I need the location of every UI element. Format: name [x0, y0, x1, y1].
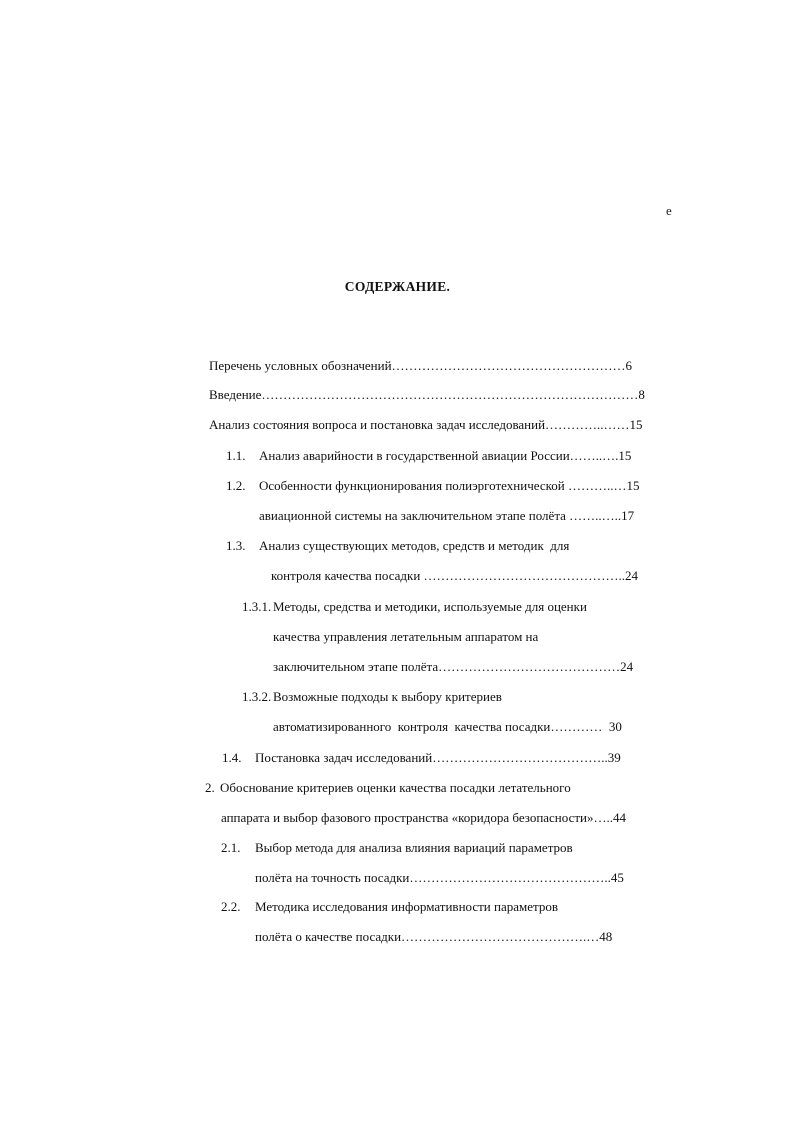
toc-entry-text: Анализ существующих методов, средств и методик для	[259, 538, 570, 553]
toc-entry-text: автоматизированного контроля качества посадки………… 30	[273, 719, 622, 734]
toc-entry-text: полёта о качестве посадки…………………………………….…48	[255, 929, 613, 944]
toc-entry-text: полёта на точность посадки………………………………………..45	[255, 870, 624, 885]
toc-entry-text: Выбор метода для анализа влияния вариаций параметров	[255, 840, 573, 855]
toc-entry-text: авиационной системы на заключительном этапе полёта ……..…..17	[259, 508, 635, 523]
toc-entry-text: аппарата и выбор фазового пространства «коридора безопасности»…..44	[221, 810, 626, 825]
toc-entry-number: 1.4.	[222, 750, 242, 765]
toc-entry-number: 2.2.	[221, 899, 241, 914]
toc-entry-text: контроля качества посадки ………………………………………..24	[271, 568, 639, 583]
toc-entry-text: Введение……………………………………………………………………………8	[209, 387, 645, 402]
toc-entry-text: Анализ состояния вопроса и постановка задач исследований…………..……15	[209, 417, 643, 432]
toc-entry-text: Возможные подходы к выбору критериев	[273, 689, 502, 704]
toc-entry-text: Обоснование критериев оценки качества посадки летательного	[220, 780, 571, 795]
toc-entry-text: заключительном этапе полёта……………………………………24	[273, 659, 634, 674]
toc-entry-text: Анализ аварийности в государственной авиации России……..….15	[259, 448, 632, 463]
toc-entry-text: Особенности функционирования полиэрготехнической ………..…15	[259, 478, 640, 493]
toc-entry-number: 1.3.	[226, 538, 246, 553]
toc-entry-number: 2.	[205, 780, 215, 795]
page-title: СОДЕРЖАНИЕ.	[344, 279, 451, 294]
toc-entry-text: Методы, средства и методики, используемые для оценки	[273, 599, 587, 614]
toc-entry-number: 2.1.	[221, 840, 241, 855]
toc-entry-text: Перечень условных обозначений………………………………………………6	[209, 358, 633, 373]
toc-entry-text: Методика исследования информативности параметров	[255, 899, 558, 914]
corner-mark: e	[666, 203, 672, 218]
toc-entry	[242, 913, 612, 961]
toc-entry-number: 1.1.	[226, 448, 246, 463]
toc-entry-number: 1.3.1.	[242, 599, 272, 614]
toc-entry-number: 1.2.	[226, 478, 246, 493]
toc-entry-number: 1.3.2.	[242, 689, 272, 704]
toc-entry-text: качества управления летательным аппаратом на	[273, 629, 539, 644]
toc-entry-text: Постановка задач исследований…………………………………..39	[255, 750, 621, 765]
